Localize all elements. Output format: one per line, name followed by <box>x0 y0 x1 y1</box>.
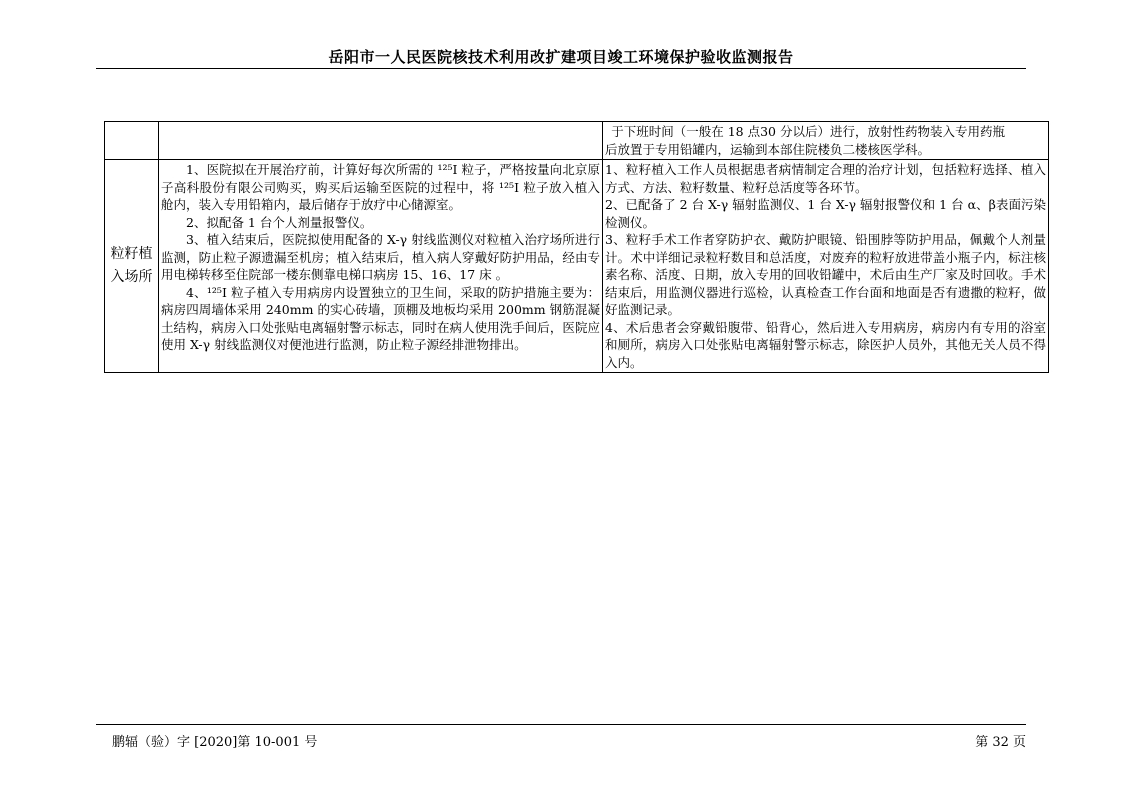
page-number: 第 32 页 <box>975 735 1026 750</box>
table-row-continuation <box>105 122 1049 160</box>
continuation-line-2: 后放置于专用铅罐内，运输到本部住院楼负二楼核医学科。 <box>605 141 931 157</box>
planned-measure-2: 2、拟配备 1 台个人剂量报警仪。 <box>186 214 373 230</box>
document-number: 鹏辐（验）字 [2020]第 10-001 号 <box>112 735 318 750</box>
planned-measure-4: 4、¹²⁵I 粒子植入专用病房内设置独立的卫生间，采取的防护措施主要为：病房四周墙体采用 240mm 的实心砖墙，顶棚及地板均采用 200mm 钢筋混凝土结构，病房入口处张贴电离辐射警示标志，同时在病人使用洗手间后，医院应使用 X-γ 射线监测仪对便池进行监测，防止粒子源经排泄物排出。 <box>161 284 600 352</box>
row-label-line-1: 粒籽植 <box>110 246 153 262</box>
footer-divider <box>96 724 1026 725</box>
implemented-measure-4: 4、术后患者会穿戴铅腹带、铅背心，然后进入专用病房，病房内有专用的浴室和厕所，病房入口处张贴电离辐射警示标志，除医护人员外，其他无关人员不得入内。 <box>605 319 1046 370</box>
planned-measure-1: 1、医院拟在开展治疗前，计算好每次所需的 ¹²⁵I 粒子，严格按量向北京原子高科股份有限公司购买，购买后运输至医院的过程中，将 ¹²⁵I 粒子放入植入舱内，装入专用铅箱内，最后储存于放疗中心储源室。 <box>161 162 600 212</box>
continuation-line-1: 于下班时间（一般在 18 点30 分以后）进行，放射性药物装入专用药瓶 <box>611 124 1005 139</box>
implemented-measure-3: 3、粒籽手术工作者穿防护衣、戴防护眼镜、铅围脖等防护用品，佩戴个人剂量计。术中详细记录粒籽数目和总活度，对废弃的粒籽放进带盖小瓶子内，标注核素名称、活度、日期，放入专用的回收铅罐中，术后由生产厂家及时回收。手术结束后，用监测仪器进行巡检，认真检查工作台面和地面是否有遗撒的粒籽，做好监测记录。 <box>605 232 1046 317</box>
planned-measure-3: 3、植入结束后，医院拟使用配备的 X-γ 射线监测仪对粒植入治疗场所进行监测，防止粒子源遗漏至机房；植入结束后，植入病人穿戴好防护用品，经由专用电梯转移至住院部一楼东侧靠电梯口病房 15、16、17 床 。 <box>161 232 600 282</box>
measures-table <box>104 121 1049 373</box>
page-title: 岳阳市一人民医院核技术利用改扩建项目竣工环境保护验收监测报告 <box>328 48 794 66</box>
label-cell-empty <box>105 122 159 160</box>
header-divider <box>96 68 1026 69</box>
implemented-measure-1: 1、粒籽植入工作人员根据患者病情制定合理的治疗计划，包括粒籽选择、植入方式、方法、粒籽数量、粒籽总活度等各环节。 <box>605 162 1046 195</box>
planned-measures-cell <box>159 160 603 373</box>
right-cell-continuation <box>603 122 1049 160</box>
left-cell-empty <box>159 122 603 160</box>
row-label-seed-implant-site <box>105 160 159 373</box>
table-row-seed-implant <box>105 160 1049 373</box>
row-label-line-2: 入场所 <box>110 269 153 285</box>
implemented-measure-2: 2、已配备了 2 台 X-γ 辐射监测仪、1 台 X-γ 辐射报警仪和 1 台 α、β表面污染检测仪。 <box>605 197 1046 230</box>
implemented-measures-cell <box>603 160 1049 373</box>
